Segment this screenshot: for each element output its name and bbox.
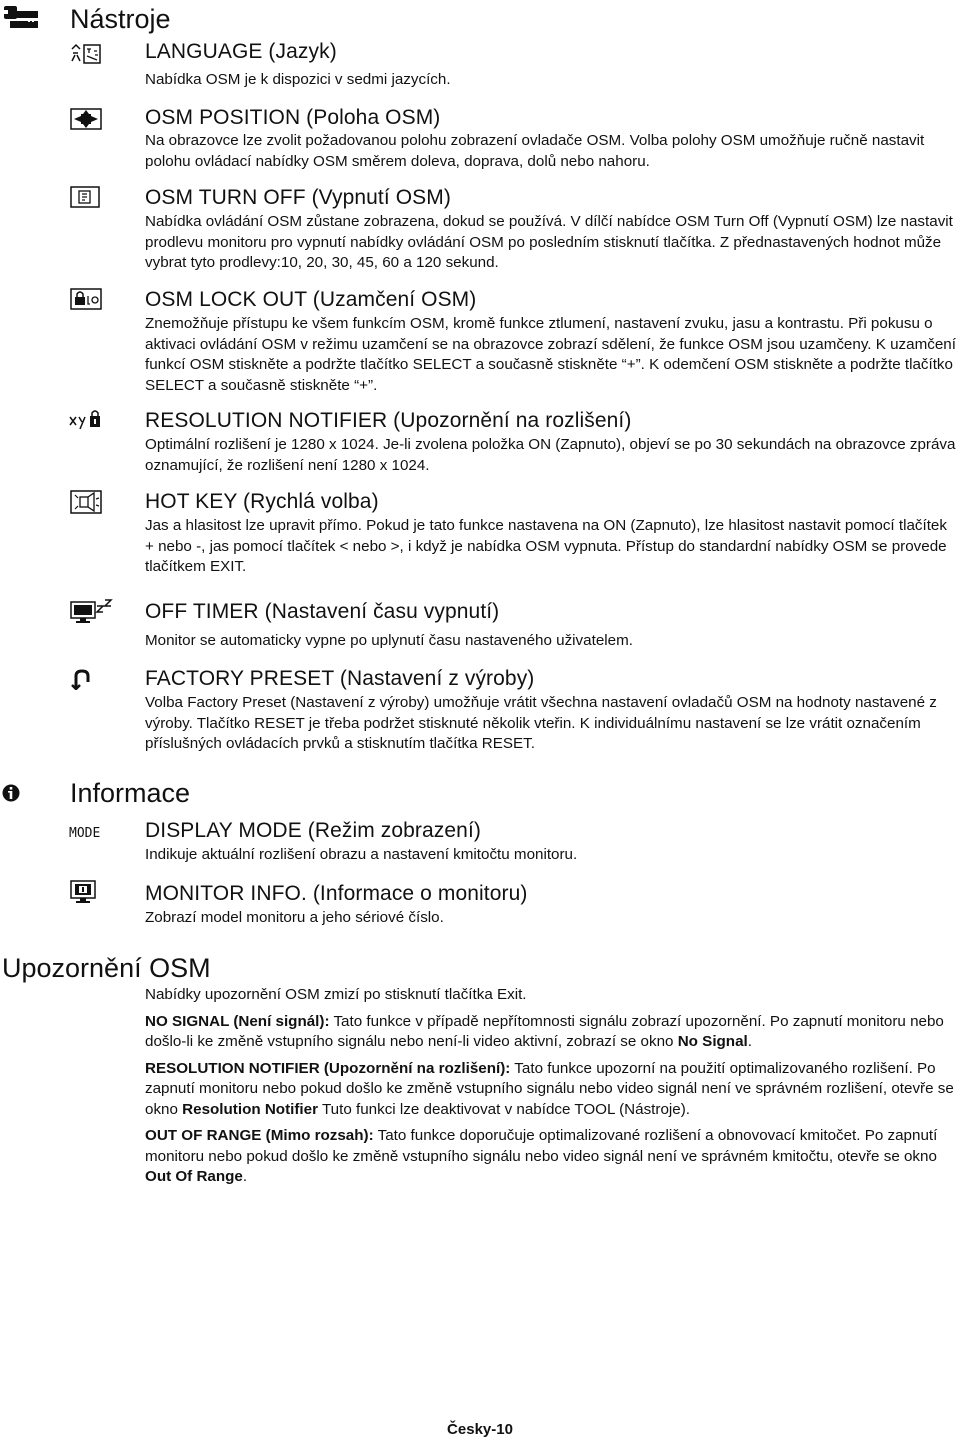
item-text: Monitor se automaticky vypne po uplynutí času nastaveného uživatelem. [145,632,633,649]
tools-section-title: Nástroje [70,4,171,34]
wrench-icon [2,4,40,34]
tools-item [145,408,957,476]
item-title: HOT KEY (Rychlá volba) [145,490,379,513]
factory-preset-icon [70,668,94,690]
osm-warning-body [145,985,957,1188]
off-timer-icon [70,598,114,626]
monitor-info-icon [70,880,96,906]
resolution-notifier-window-name: Resolution Notifier [182,1100,318,1118]
no-signal-text: Tato funkce v případě nepřítomnosti signálu zobrazí upozornění. Po zapnutí monitoru nebo došlo-li ke změně vstupního signálu nebo není-li video aktivní, zobrazí se okno [145,1012,944,1050]
item-title: OSM LOCK OUT (Uzamčení OSM) [145,288,477,311]
item-text: Indikuje aktuální rozlišení obrazu a nastavení kmitočtu monitoru. [145,846,578,863]
tools-item [145,666,957,755]
out-of-range-window-name: Out Of Range [145,1168,243,1185]
resolution-notifier-end: Tuto funkci lze deaktivovat v nabídce TOOL (Nástroje). [318,1100,690,1118]
information-item [145,818,957,866]
resolution-notifier-icon [68,409,104,431]
item-text: Na obrazovce lze zvolit požadovanou polohu zobrazení ovladače OSM. Volba polohy OSM umožňuje ručně nastavit polohu ovládací nabídky OSM směrem doleva, doprava, dolů nebo nahoru. [145,132,925,170]
hot-key-icon [70,490,102,514]
item-text: Znemožňuje přístupu ke všem funkcím OSM, kromě funkce ztlumení, nastavení zvuku, jasu a kontrastu. Při pokusu o aktivaci ovládání OSM v režimu uzamčení se na obrazovce zobrazí sdělení, že funkce OSM jsou uzamčeny. K uzamčení funkcí OSM stiskněte a podržte tlačítko SELECT a současně stiskněte “+”. K odemčení OSM stiskněte a podržte tlačítko SELECT a současně stiskněte “+”. [145,315,956,394]
item-title: OSM POSITION (Poloha OSM) [145,106,441,129]
item-text: Volba Factory Preset (Nastavení z výroby) umožňuje vrátit všechna nastavení ovladačů OSM na hodnoty nastavené z výroby. Tlačítko RESET je třeba podržet stisknuté několik vteřin. K individuálnímu nastavení se lze vrátit označením příslušných ovládacích prvků a stisknutím tlačítka RESET. [145,694,937,752]
item-title: MONITOR INFO. (Informace o monitoru) [145,882,528,905]
tools-item [145,39,957,91]
osm-turn-off-icon [70,186,100,208]
item-title: OSM TURN OFF (Vypnutí OSM) [145,186,451,209]
tools-item [145,287,957,396]
tools-item [145,185,957,274]
item-title: DISPLAY MODE (Režim zobrazení) [145,819,481,842]
osm-lock-icon [70,288,102,310]
tools-item [145,489,957,578]
no-signal-window-name: No Signal [677,1033,748,1050]
item-text: Zobrazí model monitoru a jeho sériové číslo. [145,909,444,926]
page-number: Česky-10 [447,1421,513,1438]
item-title: RESOLUTION NOTIFIER (Upozornění na rozlišení) [145,409,632,432]
display-mode-icon [68,823,104,841]
item-text: Jas a hlasitost lze upravit přímo. Pokud je tato funkce nastavena na ON (Zapnuto), lze hlasitost nastavit pomocí tlačítek + nebo -, jas pomocí tlačítek < nebo >, i když je nabídka OSM vypnuta. Přístup do standardní nabídky OSM se provede tlačítkem EXIT. [145,517,947,575]
item-title: OFF TIMER (Nastavení času vypnutí) [145,600,500,623]
resolution-notifier-label: RESOLUTION NOTIFIER (Upozornění na rozlišení): [145,1059,511,1077]
out-of-range-text: Tato funkce doporučuje optimalizované rozlišení a obnovovací kmitočet. Po zapnutí monitoru nebo pokud došlo ke změně vstupního signálu nebo video signál není ve správném kmitočtu, otevře se okno [145,1127,938,1165]
resolution-notifier-paragraph [145,1059,957,1121]
information-section-title: Informace [70,778,191,808]
no-signal-paragraph [145,1012,957,1053]
item-title: FACTORY PRESET (Nastavení z výroby) [145,667,535,690]
language-icon [70,43,102,65]
information-item [145,881,957,929]
out-of-range-end: . [242,1168,248,1185]
item-text: Optimální rozlišení je 1280 x 1024. Je-li zvolena položka ON (Zapnuto), objeví se po 30 sekundách na obrazovce zpráva oznamující, že rozlišení není 1280 x 1024. [145,436,956,474]
no-signal-end: . [747,1033,752,1050]
tools-item [145,105,957,172]
no-signal-label: NO SIGNAL (Není signál): [145,1012,330,1030]
item-text: Nabídka ovládání OSM zůstane zobrazena, dokud se používá. V dílčí nabídce OSM Turn Off (Vypnutí OSM) lze nastavit prodlevu monitoru pro vypnutí nabídky ovládání OSM po posledním stisknutí tlačítka. Z přednastavených hodnot může vybrat tyto prodlevy:10, 20, 30, 45, 60 a 120 sekund. [145,213,953,271]
out-of-range-label: OUT OF RANGE (Mimo rozsah): [145,1127,374,1144]
osm-warning-intro: Nabídky upozornění OSM zmizí po stisknutí tlačítka Exit. [145,986,527,1003]
out-of-range-paragraph [145,1126,957,1188]
tools-item [145,599,957,652]
info-icon [2,784,20,802]
item-text: Nabídka OSM je k dispozici v sedmi jazycích. [145,71,451,88]
display-mode-icon-text: MODE [69,826,101,841]
resolution-notifier-text: Tato funkce upozorní na použití optimalizovaného rozlišení. Po zapnutí monitoru nebo pokud došlo ke změně vstupního signálu nebo video signál není ve správném rozlišení, otevře se okno [145,1059,954,1118]
osm-warning-section-title: Upozornění OSM [2,953,211,983]
item-title: LANGUAGE (Jazyk) [145,40,337,63]
osm-position-icon [70,108,102,130]
